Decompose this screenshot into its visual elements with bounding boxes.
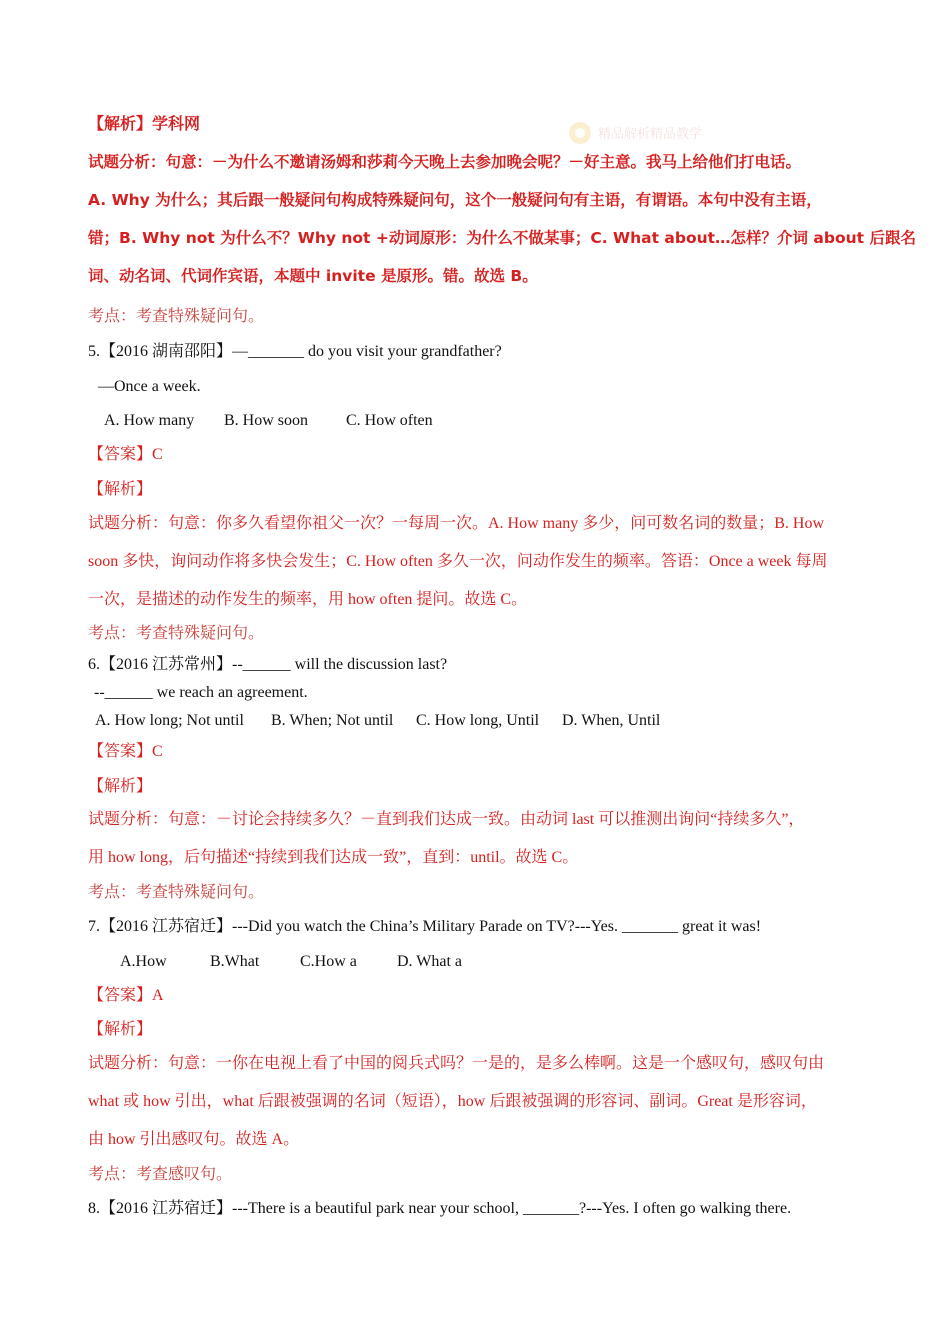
q6-stem: 6.【2016 江苏常州】--______ will the discussion last? [88, 656, 448, 673]
q7-stem: 7.【2016 江苏宿迁】---Did you watch the China’s Military Parade on TV?---Yes. _______ great it was! [88, 918, 762, 935]
q6-options [95, 711, 885, 731]
q7-kaodian: 考点：考查感叹句。 [88, 1166, 233, 1183]
q5-option-c: C. How often [346, 412, 433, 429]
q4-jiexi-head: 【解析】学科网 [88, 116, 201, 133]
q5-option-b: B. How soon [224, 412, 309, 429]
q7-jiexi-head: 【解析】 [88, 1021, 153, 1038]
q7-analysis-line-1: 试题分析：句意：一你在电视上看了中国的阅兵式吗？一是的，是多么棒啊。这是一个感叹句，感叹句由 [88, 1055, 825, 1072]
q7-option-a: A.How [120, 953, 167, 970]
q5-answer: 【答案】C [88, 446, 163, 463]
q5-analysis-line-2: soon 多快，询问动作将多快会发生；C. How often 多久一次，问动作发生的频率。答语：Once a week 每周 [88, 553, 828, 570]
q4-analysis-line-1: 试题分析：句意：－为什么不邀请汤姆和莎莉今天晚上去参加晚会呢？－好主意。我马上给他们打电话。 [88, 153, 802, 171]
q6-reply: --______ we reach an agreement. [94, 684, 308, 701]
q7-analysis-line-2: what 或 how 引出，what 后跟被强调的名词（短语），how 后跟被强调的形容词、副词。Great 是形容词， [88, 1093, 817, 1110]
q5-stem: 5.【2016 湖南邵阳】—_______ do you visit your grandfather? [88, 343, 502, 360]
q7-option-c: C.How a [300, 953, 357, 970]
q4-kaodian: 考点：考查特殊疑问句。 [88, 308, 265, 325]
q6-analysis-line-1: 试题分析：句意：－讨论会持续多久？－直到我们达成一致。由动词 last 可以推测出询问“持续多久”， [88, 811, 805, 828]
q6-option-a: A. How long; Not until [95, 712, 244, 729]
q6-kaodian: 考点：考查特殊疑问句。 [88, 884, 265, 901]
q5-reply: —Once a week. [98, 378, 201, 395]
q6-option-b: B. When; Not until [271, 712, 394, 729]
q5-analysis-line-1: 试题分析：句意：你多久看望你祖父一次？一每周一次。A. How many 多少，问可数名词的数量；B. How [88, 515, 824, 532]
q5-options [104, 411, 894, 431]
watermark-text: 精品解析精品教学 [598, 127, 703, 142]
q6-option-d: D. When, Until [562, 712, 661, 729]
q6-option-c: C. How long, Until [416, 712, 540, 729]
q6-answer: 【答案】C [88, 743, 163, 760]
q6-jiexi-head: 【解析】 [88, 778, 153, 795]
q4-analysis-line-4: 词、动名词、代词作宾语，本题中 invite 是原形。错。故选 B。 [88, 267, 538, 285]
q7-answer: 【答案】A [88, 987, 164, 1004]
q5-jiexi-head: 【解析】 [88, 481, 153, 498]
q5-kaodian: 考点：考查特殊疑问句。 [88, 625, 265, 642]
q5-analysis-line-3: 一次，是描述的动作发生的频率，用 how often 提问。故选 C。 [88, 591, 528, 608]
q7-option-d: D. What a [397, 953, 463, 970]
q7-options [120, 952, 910, 972]
q6-analysis-line-2: 用 how long，后句描述“持续到我们达成一致”，直到：until。故选 C。 [88, 849, 579, 866]
q4-analysis-line-2: A. Why 为什么；其后跟一般疑问句构成特殊疑问句，这个一般疑问句有主语，有谓语。本句中没有主语， [88, 191, 822, 209]
q7-analysis-line-3: 由 how 引出感叹句。故选 A。 [88, 1131, 300, 1148]
q8-stem: 8.【2016 江苏宿迁】---There is a beautiful park near your school, _______?---Yes. I often go walking there. [88, 1200, 792, 1217]
q7-option-b: B.What [210, 953, 260, 970]
q4-analysis-line-3: 错；B. Why not 为什么不？Why not +动词原形：为什么不做某事；C. What about…怎样？介词 about 后跟名 [88, 229, 916, 247]
q5-option-a: A. How many [104, 412, 195, 429]
